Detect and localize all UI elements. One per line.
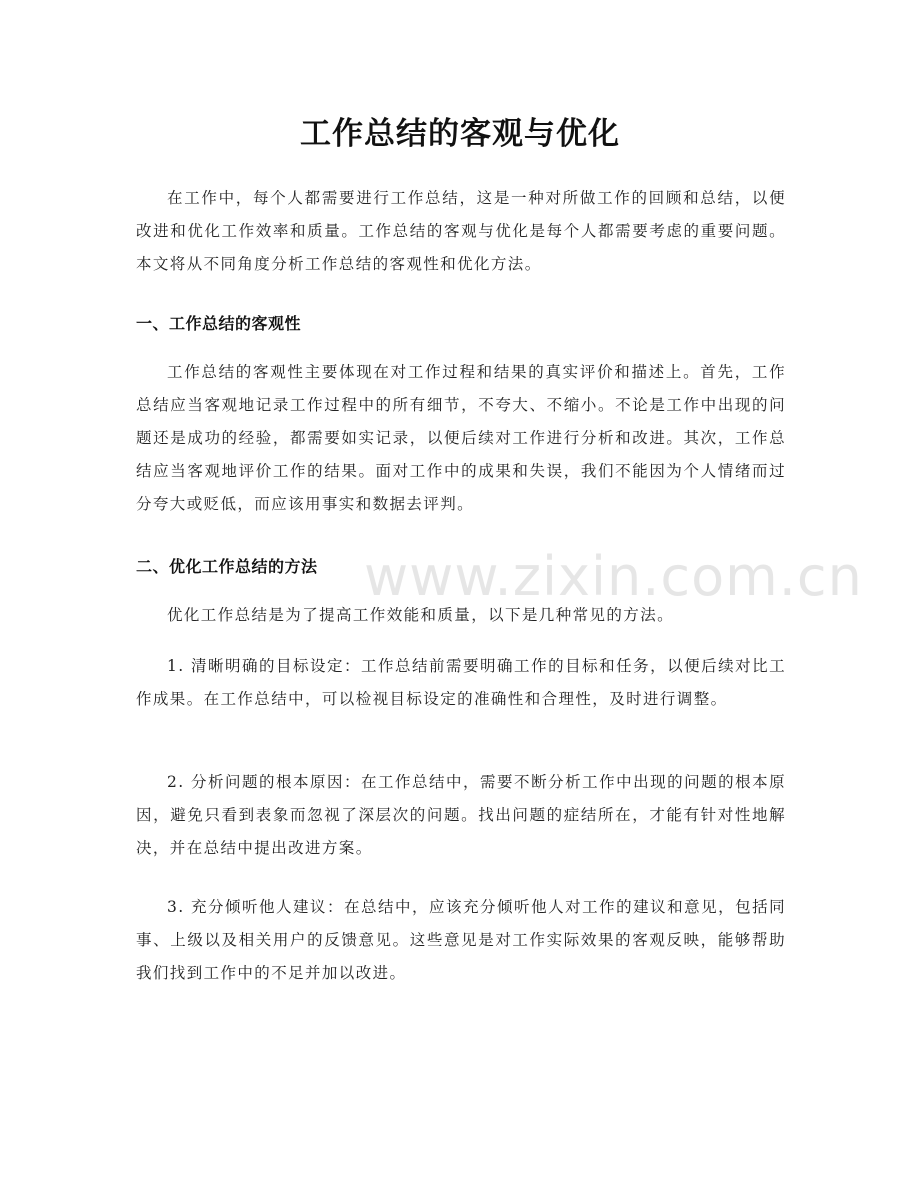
list-item: 3. 充分倾听他人建议：在总结中，应该充分倾听他人对工作的建议和意见，包括同事、上级以及相关用户的反馈意见。这些意见是对工作实际效果的客观反映，能够帮助我们找到工作中的不足并加以改进。: [136, 898, 786, 982]
section-1-paragraph: 工作总结的客观性主要体现在对工作过程和结果的真实评价和描述上。首先，工作总结应当客观地记录工作过程中的所有细节，不夸大、不缩小。不论是工作中出现的问题还是成功的经验，都需要如实记录，以便后续对工作进行分析和改进。其次，工作总结应当客观地评价工作的结果。面对工作中的成果和失误，我们不能因为个人情绪而过分夸大或贬低，而应该用事实和数据去评判。: [136, 363, 786, 513]
list-item: 1. 清晰明确的目标设定：工作总结前需要明确工作的目标和任务，以便后续对比工作成果。在工作总结中，可以检视目标设定的准确性和合理性，及时进行调整。: [136, 657, 786, 708]
section-2-heading: 二、优化工作总结的方法: [136, 557, 318, 576]
document-title: 工作总结的客观与优化: [300, 116, 620, 152]
list-item: 2. 分析问题的根本原因：在工作总结中，需要不断分析工作中出现的问题的根本原因，避免只看到表象而忽视了深层次的问题。找出问题的症结所在，才能有针对性地解决，并在总结中提出改进方案。: [136, 773, 786, 857]
section-2-intro-paragraph: 优化工作总结是为了提高工作效能和质量，以下是几种常见的方法。: [167, 606, 675, 624]
watermark: www.zixin.com.cn: [364, 545, 863, 608]
section-1-heading: 一、工作总结的客观性: [136, 314, 302, 333]
intro-paragraph: 在工作中，每个人都需要进行工作总结，这是一种对所做工作的回顾和总结，以便改进和优化工作效率和质量。工作总结的客观与优化是每个人都需要考虑的重要问题。本文将从不同角度分析工作总结的客观性和优化方法。: [136, 189, 786, 273]
